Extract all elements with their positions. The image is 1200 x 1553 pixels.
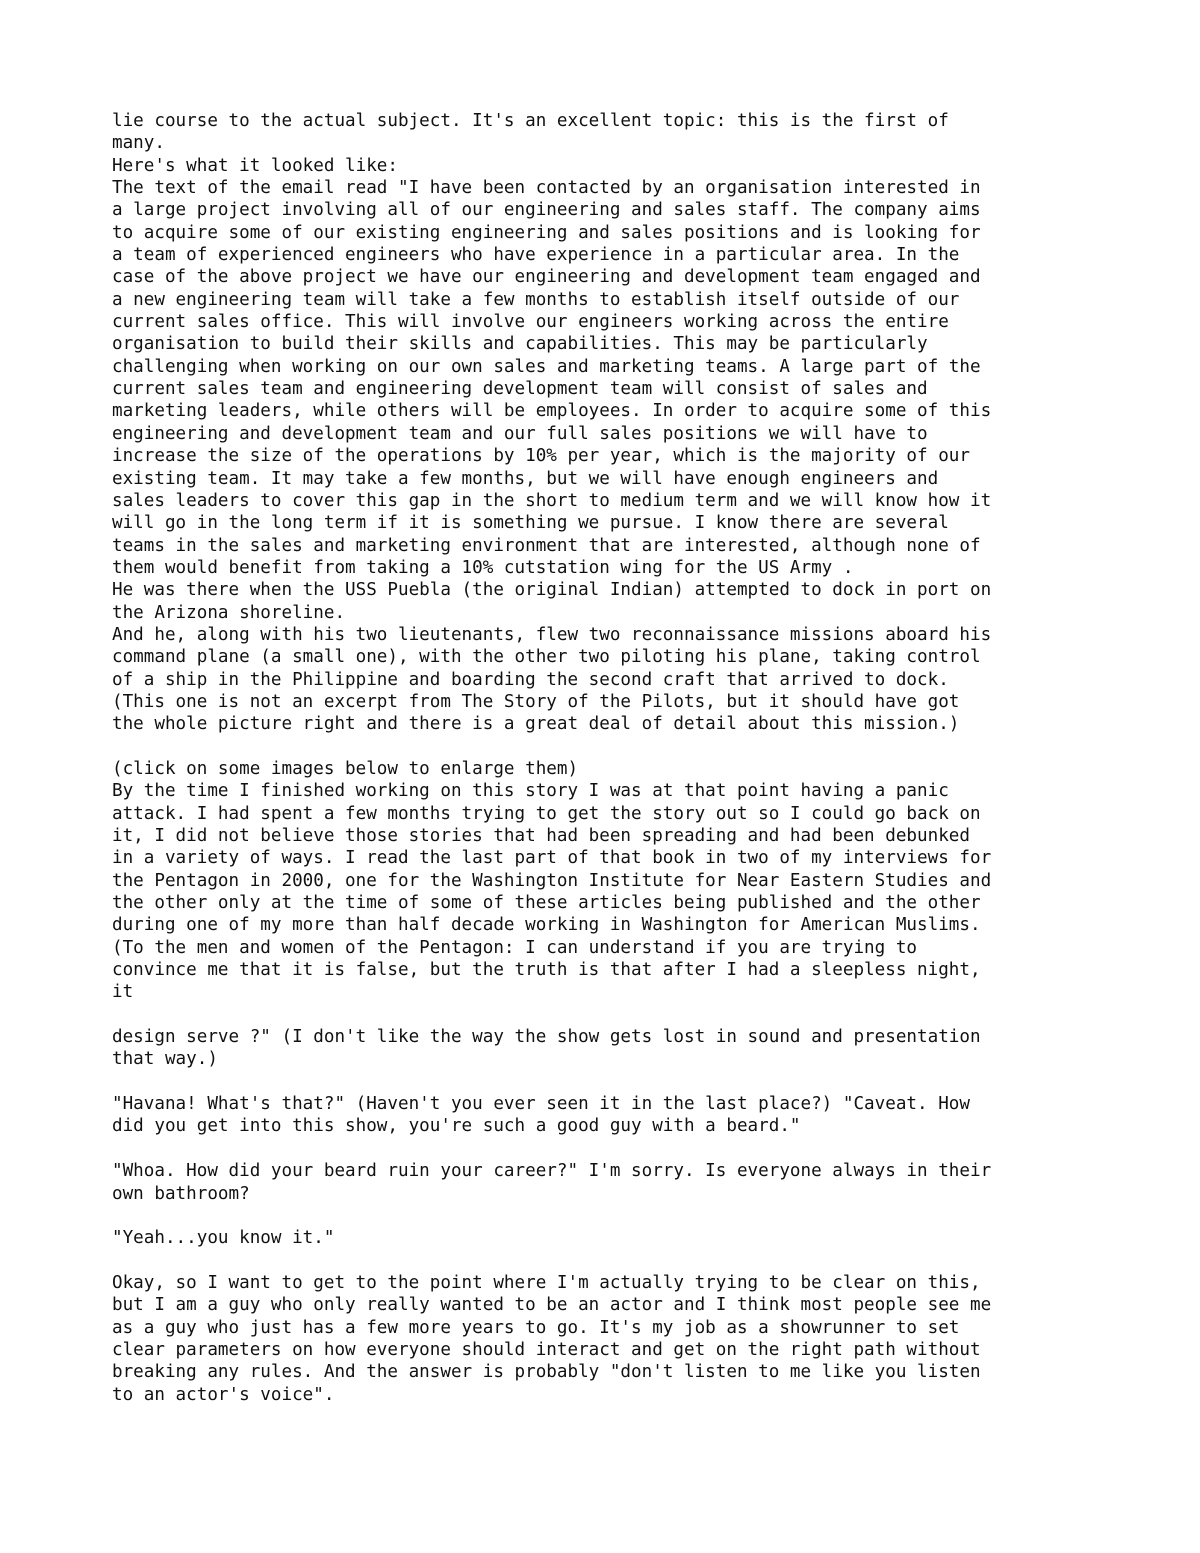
text-line: did you get into this show, you're such a good guy with a beard." [112, 1116, 801, 1137]
text-line: increase the size of the operations by 10% per year, which is the majority of our [112, 446, 970, 467]
text-line: convince me that it is false, but the truth is that after I had a sleepless night, [112, 960, 981, 981]
text-line: breaking any rules. And the answer is probably "don't listen to me like you listen [112, 1362, 981, 1383]
text-line: current sales team and engineering development team will consist of sales and [112, 379, 928, 400]
text-line: but I am a guy who only really wanted to be an actor and I think most people see me [112, 1295, 992, 1316]
document-body [112, 110, 1122, 1406]
text-line: many. [112, 133, 165, 154]
text-line: marketing leaders, while others will be employees. In order to acquire some of this [112, 401, 992, 422]
text-line: existing team. It may take a few months, but we will have enough engineers and [112, 468, 939, 489]
text-line: as a guy who just has a few more years to go. It's my job as a showrunner to set [112, 1317, 960, 1338]
text-line: the Arizona shoreline. [112, 602, 346, 623]
text-line: (To the men and women of the Pentagon: I can understand if you are trying to [112, 937, 918, 958]
text-line: teams in the sales and marketing environment that are interested, although none of [112, 535, 981, 556]
text-line: attack. I had spent a few months trying to get the story out so I could go back on [112, 803, 981, 824]
text-line: in a variety of ways. I read the last part of that book in two of my interviews for [112, 848, 992, 869]
text-line: a new engineering team will take a few months to establish itself outside of our [112, 289, 960, 310]
text-line: the whole picture right and there is a great deal of detail about this mission.) [112, 714, 960, 735]
text-line: current sales office. This will involve our engineers working across the entire [112, 312, 949, 333]
text-line: the other only at the time of some of these articles being published and the other [112, 893, 981, 914]
text-line: (This one is not an excerpt from The Story of the Pilots, but it should have got [112, 691, 960, 712]
text-line: Here's what it looked like: [112, 155, 398, 176]
text-line: to an actor's voice". [112, 1384, 335, 1405]
text-line: challenging when working on our own sales and marketing teams. A large part of the [112, 356, 981, 377]
blank-line [112, 1138, 1122, 1160]
blank-line [112, 1004, 1122, 1026]
text-line: "Havana! What's that?" (Haven't you ever seen it in the last place?) "Caveat. How [112, 1094, 970, 1115]
text-line: By the time I finished working on this story I was at that point having a panic [112, 781, 949, 802]
text-line: it [112, 982, 134, 1003]
text-line: lie course to the actual subject. It's an excellent topic: this is the first of [112, 111, 949, 131]
text-line: during one of my more than half decade working in Washington for American Muslims. [112, 915, 981, 936]
text-line: to acquire some of our existing engineering and sales positions and is looking for [112, 222, 981, 243]
text-line: of a ship in the Philippine and boarding the second craft that arrived to dock. [112, 669, 949, 690]
text-line: sales leaders to cover this gap in the short to medium term and we will know how it [112, 490, 992, 511]
text-line: will go in the long term if it is something we pursue. I know there are several [112, 513, 949, 534]
blank-line [112, 1250, 1122, 1272]
text-line: organisation to build their skills and capabilities. This may be particularly [112, 334, 928, 355]
text-line: And he, along with his two lieutenants, flew two reconnaissance missions aboard his [112, 624, 992, 645]
text-line: command plane (a small one), with the other two piloting his plane, taking control [112, 647, 981, 668]
text-line: (click on some images below to enlarge them) [112, 758, 579, 779]
blank-line [112, 736, 1122, 758]
text-line: it, I did not believe those stories that had been spreading and had been debunked [112, 826, 970, 846]
text-line: a large project involving all of our engineering and sales staff. The company aims [112, 200, 981, 221]
text-line: The text of the email read "I have been contacted by an organisation interested in [112, 178, 981, 199]
text-line: that way.) [112, 1049, 218, 1070]
text-line: He was there when the USS Puebla (the original Indian) attempted to dock in port on [112, 580, 992, 601]
text-line: case of the above project we have our engineering and development team engaged and [112, 267, 981, 288]
text-line: design serve ?" (I don't like the way the show gets lost in sound and presentation [112, 1027, 981, 1048]
text-line: a team of experienced engineers who have experience in a particular area. In the [112, 245, 960, 266]
text-line: engineering and development team and our full sales positions we will have to [112, 423, 928, 444]
text-line: the Pentagon in 2000, one for the Washington Institute for Near Eastern Studies and [112, 870, 992, 891]
text-line: "Whoa. How did your beard ruin your career?" I'm sorry. Is everyone always in their [112, 1161, 992, 1182]
text-line: Okay, so I want to get to the point where I'm actually trying to be clear on this, [112, 1272, 981, 1293]
text-line: own bathroom? [112, 1183, 250, 1204]
text-line: clear parameters on how everyone should interact and get on the right path without [112, 1339, 981, 1360]
text-line: "Yeah...you know it." [112, 1228, 335, 1249]
blank-line [112, 1071, 1122, 1093]
blank-line [112, 1205, 1122, 1227]
text-line: them would benefit from taking a 10% cutstation wing for the US Army . [112, 557, 854, 578]
